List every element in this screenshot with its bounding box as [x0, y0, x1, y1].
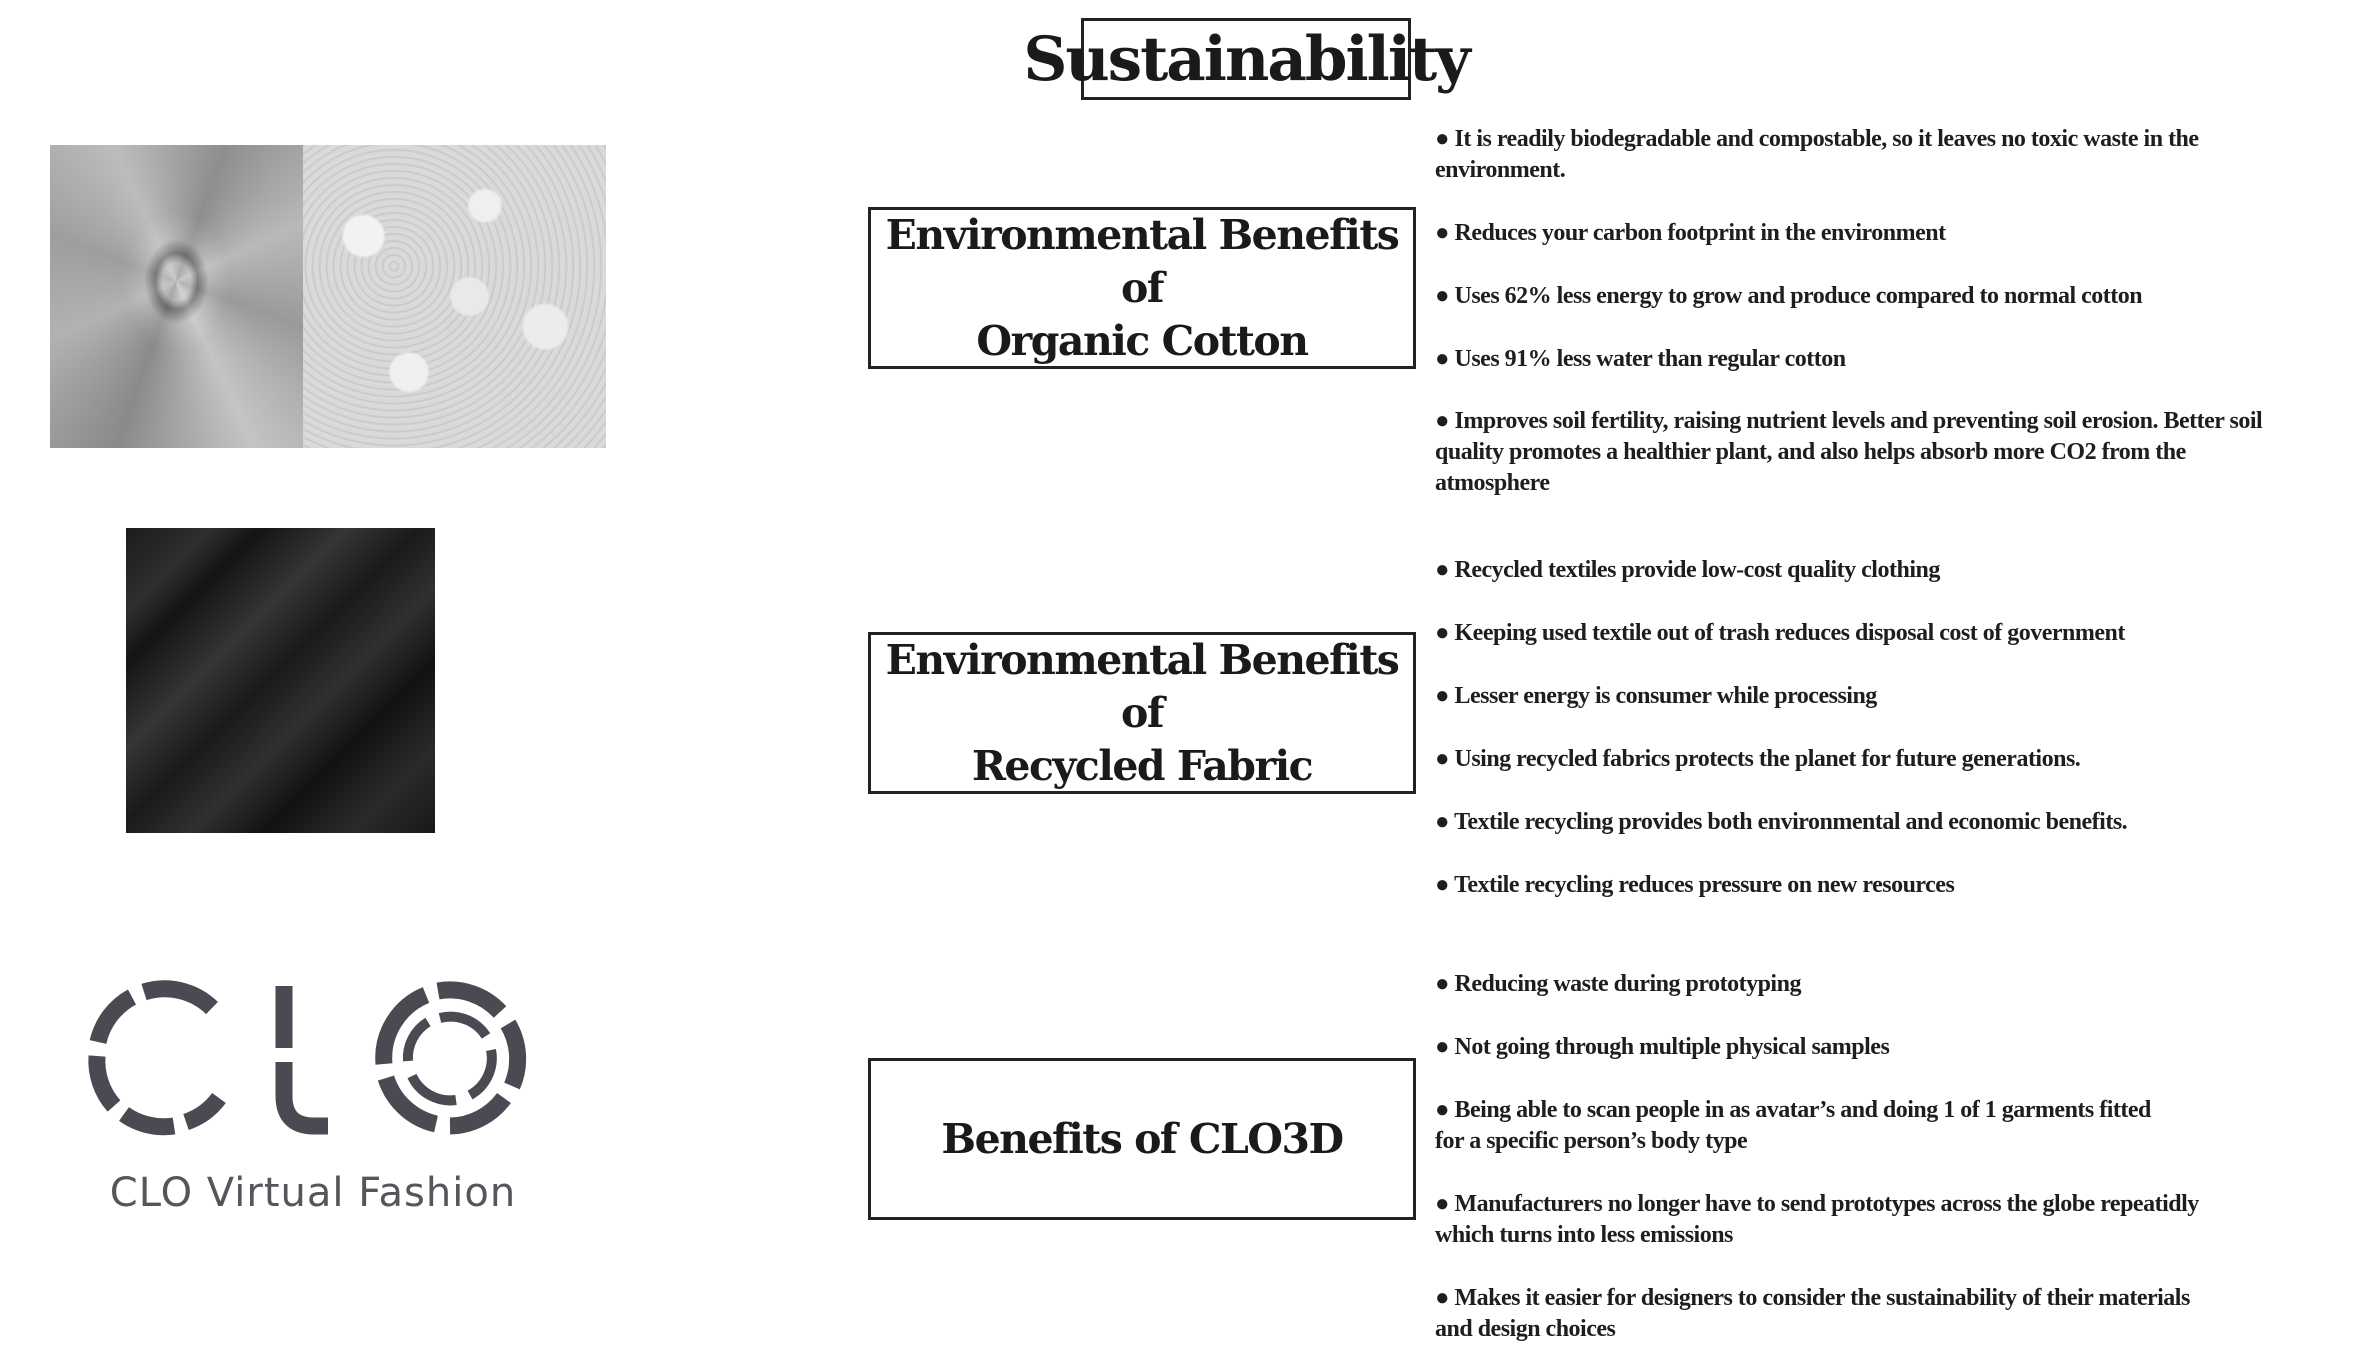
section-heading-clo3d: Benefits of CLO3D: [868, 1058, 1416, 1220]
section-heading-organic-cotton: Environmental Benefits of Organic Cotton: [868, 207, 1416, 369]
recycled-fabric-bullet-3: ● Lesser energy is consumer while processing: [1435, 683, 1877, 709]
organic-cotton-bullet-2: ● Reduces your carbon footprint in the environment: [1435, 220, 1946, 246]
organic-cotton-bullet-3: ● Uses 62% less energy to grow and produce compared to normal cotton: [1435, 283, 2143, 309]
recycled-fabric-bullet-2: ● Keeping used textile out of trash reduces disposal cost of government: [1435, 620, 2125, 646]
clo-logo-caption: CLO Virtual Fashion: [109, 1170, 517, 1216]
clo3d-bullet-4: ● Manufacturers no longer have to send prototypes across the globe repeatidly which turns into less emissions: [1435, 1191, 2199, 1248]
clo3d-bullet-1: ● Reducing waste during prototyping: [1435, 971, 1801, 997]
section-heading-recycled-fabric: Environmental Benefits of Recycled Fabric: [868, 632, 1416, 794]
page-title: Sustainability: [1081, 18, 1411, 100]
organic-cotton-bullet-1: ● It is readily biodegradable and compostable, so it leaves no toxic waste in the environment.: [1435, 126, 2199, 183]
clo3d-bullet-3: ● Being able to scan people in as avatar’s and doing 1 of 1 garments fitted for a specific person’s body type: [1435, 1097, 2151, 1154]
recycled-fabric-bullet-1: ● Recycled textiles provide low-cost quality clothing: [1435, 557, 1940, 583]
recycled-fabric-bullet-4: ● Using recycled fabrics protects the planet for future generations.: [1435, 746, 2081, 772]
organic-cotton-fabric-image: [50, 145, 303, 448]
clo3d-bullet-5: ● Makes it easier for designers to consider the sustainability of their materials and design choices: [1435, 1285, 2190, 1342]
organic-cotton-fleece-image: [303, 145, 606, 448]
recycled-fabric-image: [126, 528, 435, 833]
clo3d-bullet-2: ● Not going through multiple physical samples: [1435, 1034, 1890, 1060]
recycled-fabric-bullet-5: ● Textile recycling provides both environmental and economic benefits.: [1435, 809, 2128, 835]
recycled-fabric-bullet-6: ● Textile recycling reduces pressure on new resources: [1435, 872, 1955, 898]
organic-cotton-bullet-5: ● Improves soil fertility, raising nutrient levels and preventing soil erosion. Better soil quality promotes a healthier plant, and also helps absorb more CO2 from the atmosphere: [1435, 408, 2263, 496]
organic-cotton-bullet-4: ● Uses 91% less water than regular cotton: [1435, 346, 1846, 372]
